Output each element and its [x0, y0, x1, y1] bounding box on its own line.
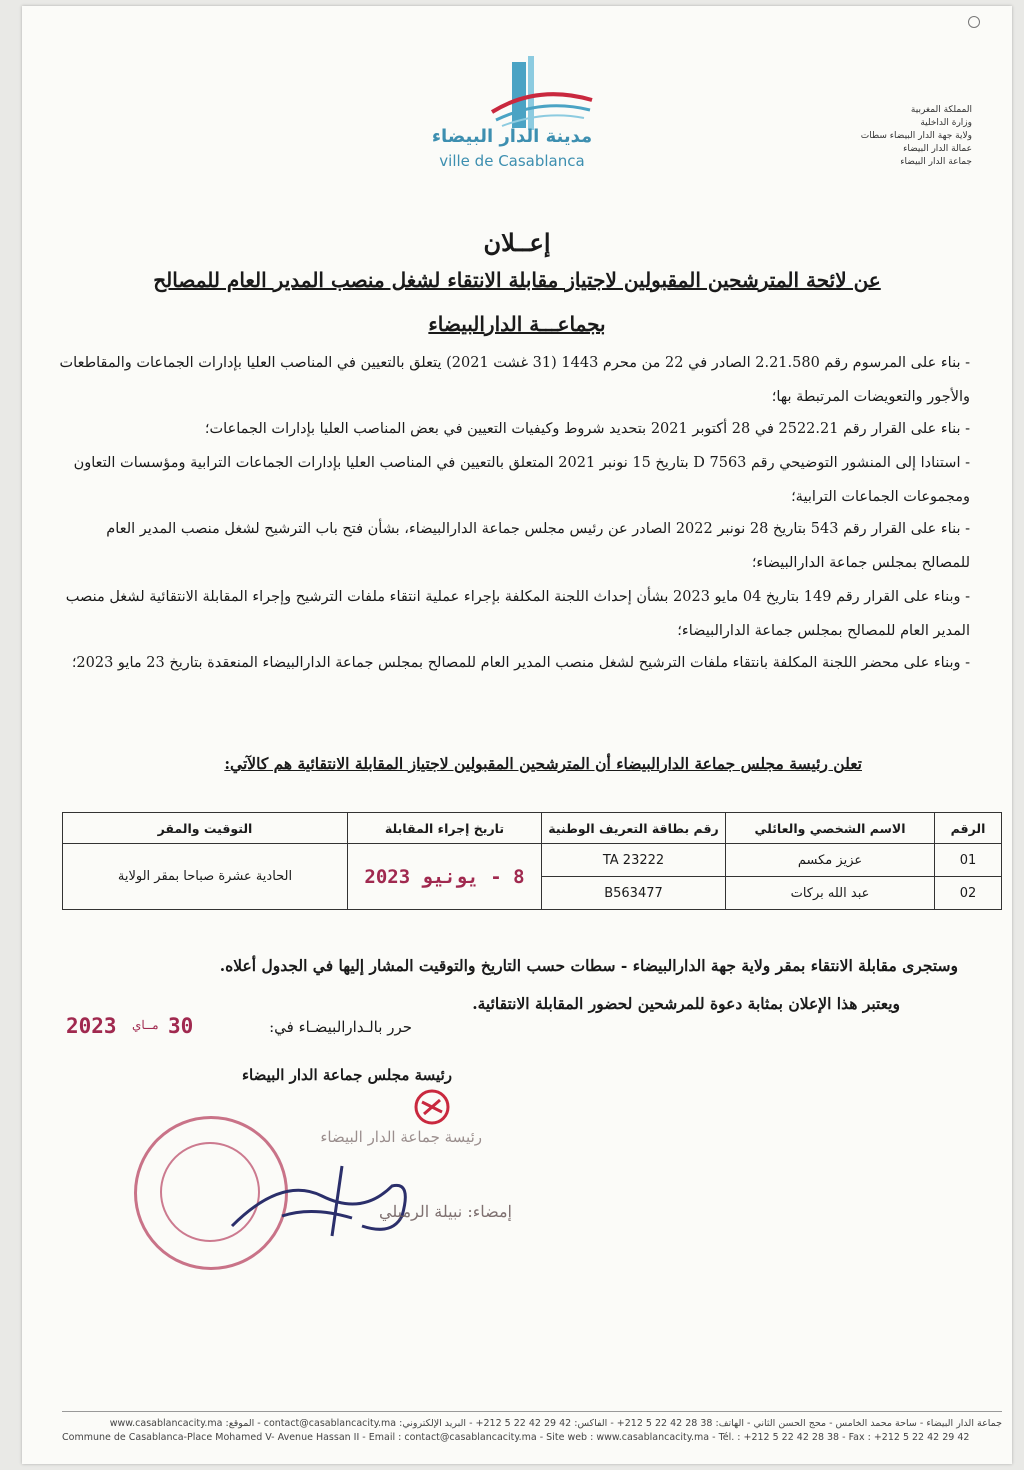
punch-hole-mark: [968, 16, 980, 28]
preamble-paragraph: - بناء على القرار رقم 2522.21 في 28 أكتوبر 2021 بتحديد شروط وكيفيات التعيين في بعض المناصب العليا بإدارات الجماعات؛: [204, 421, 970, 437]
stamp-mark-icon: [402, 1082, 462, 1132]
signature-stamp-name: إمضاء: نبيلة الرميلي: [378, 1202, 512, 1221]
handwritten-signature-icon: [222, 1156, 462, 1246]
preamble-paragraph: - وبناء على القرار رقم 149 بتاريخ 04 مايو 2023 بشأن إحداث اللجنة المكلفة بإجراء عملية انتقاء ملفات الترشيح وإجراء المقابلة الانتقائية لشغل منصب المدير العام للمصالح بمجلس جماعة الدارالبيضاء؛: [65, 589, 970, 639]
admin-line: وزارة الداخلية: [920, 118, 972, 128]
column-header-time-place: التوقيت والمقر: [63, 813, 348, 844]
administration-header: [782, 104, 972, 169]
admin-line: جماعة الدار البيضاء: [900, 157, 972, 167]
casablanca-logo-icon: [462, 54, 612, 164]
stamp-month: مــاي: [132, 1018, 159, 1032]
president-title: رئيسة مجلس جماعة الدار البيضاء: [241, 1066, 452, 1084]
column-header-date: تاريخ إجراء المقابلة: [348, 813, 542, 844]
cell-name: عزيز مكسم: [726, 844, 935, 877]
column-header-number: الرقم: [935, 813, 1002, 844]
cell-interview-date: 8 - يونيو 2023: [348, 844, 542, 910]
announcement-lead: تعلن رئيسة مجلس جماعة الدارالبيضاء أن المترشحين المقبولين لاجتياز المقابلة الانتقائية هم كالآتي:: [224, 754, 862, 773]
cell-name: عبد الله بركات: [726, 877, 935, 910]
signature-stamp-title: رئيسة جماعة الدار البيضاء: [320, 1128, 482, 1146]
footer-arabic: جماعة الدار البيضاء - ساحة محمد الخامس - محج الحسن الثاني - الهاتف: 38 28 42 22 5 212+ - الفاكس: 42 29 42 22 5 212+ - البريد الإلكتروني: contact@casablancacity.ma - الموقع: www.casablancacity.ma: [109, 1418, 1002, 1429]
cell-number: 01: [935, 844, 1002, 877]
preamble-paragraph: - بناء على القرار رقم 543 بتاريخ 28 نونبر 2022 الصادر عن رئيس مجلس جماعة الدارالبيضاء، بشأن فتح باب الترشيح لشغل منصب المدير العام للمصالح بمجلس جماعة الدارالبيضاء؛: [106, 521, 970, 571]
stamp-day: 30: [168, 1014, 194, 1038]
announcement-subtitle: عن لائحة المترشحين المقبولين لاجتياز مقابلة الانتقاء لشغل منصب المدير العام للمصالح: [153, 268, 881, 292]
made-at-label: حرر بالـدارالبيضـاء في:: [269, 1018, 412, 1036]
announcement-entity: بجماعـــة الدارالبيضاء: [428, 312, 606, 336]
cell-cin: B563477: [542, 877, 726, 910]
closing-line-1: وستجرى مقابلة الانتقاء بمقر ولاية جهة الدارالبيضاء - سطات حسب التاريخ والتوقيت المشار إليها في الجدول أعلاه.: [219, 956, 958, 975]
admin-line: ولاية جهة الدار البيضاء سطات: [860, 131, 972, 141]
cell-cin: TA 23222: [542, 844, 726, 877]
footer-divider: [62, 1411, 1002, 1412]
closing-line-2: ويعتبر هذا الإعلان بمثابة دعوة للمرشحين لحضور المقابلة الانتقائية.: [472, 994, 900, 1013]
cell-time-place: الحادية عشرة صباحا بمقر الولاية: [63, 844, 348, 910]
footer-french: Commune de Casablanca-Place Mohamed V- Avenue Hassan II - Email : contact@casablancacity.ma - Site web : www.casablancacity.ma - Tél. : +212 5 22 42 28 38 - Fax : +212 5 22 42 29 42: [62, 1432, 970, 1443]
stamp-year: 2023: [66, 1014, 117, 1038]
logo-text-french: ville de Casablanca: [439, 152, 585, 170]
preamble-paragraph: - وبناء على محضر اللجنة المكلفة بانتقاء ملفات الترشيح لشغل منصب المدير العام للمصالح بمجلس جماعة الدارالبيضاء المنعقدة بتاريخ 23 مايو 2023؛: [71, 655, 970, 671]
admin-line: المملكة المغربية: [910, 105, 972, 115]
announcement-title: إعــلان: [483, 228, 551, 257]
logo-text-arabic: مدينة الدار البيضاء: [431, 126, 593, 147]
table-row: [63, 844, 1002, 877]
column-header-cin: رقم بطاقة التعريف الوطنية: [542, 813, 726, 844]
candidates-table: [62, 812, 1002, 910]
preamble-paragraph: - بناء على المرسوم رقم 2.21.580 الصادر في 22 من محرم 1443 (31 غشت 2021) يتعلق بالتعيين في المناصب العليا بإدارات الجماعات والمقاطعات والأجور والتعويضات المرتبطة بها؛: [59, 355, 970, 405]
admin-line: عمالة الدار البيضاء: [903, 144, 972, 154]
column-header-name: الاسم الشخصي والعائلي: [726, 813, 935, 844]
cell-number: 02: [935, 877, 1002, 910]
document-page: [22, 6, 1012, 1464]
preamble-paragraph: - استنادا إلى المنشور التوضيحي رقم D 7563 بتاريخ 15 نونبر 2021 المتعلق بالتعيين في المناصب العليا بإدارات الجماعات الترابية ومؤسسات التعاون ومجموعات الجماعات الترابية؛: [73, 455, 970, 505]
table-header-row: [63, 813, 1002, 844]
